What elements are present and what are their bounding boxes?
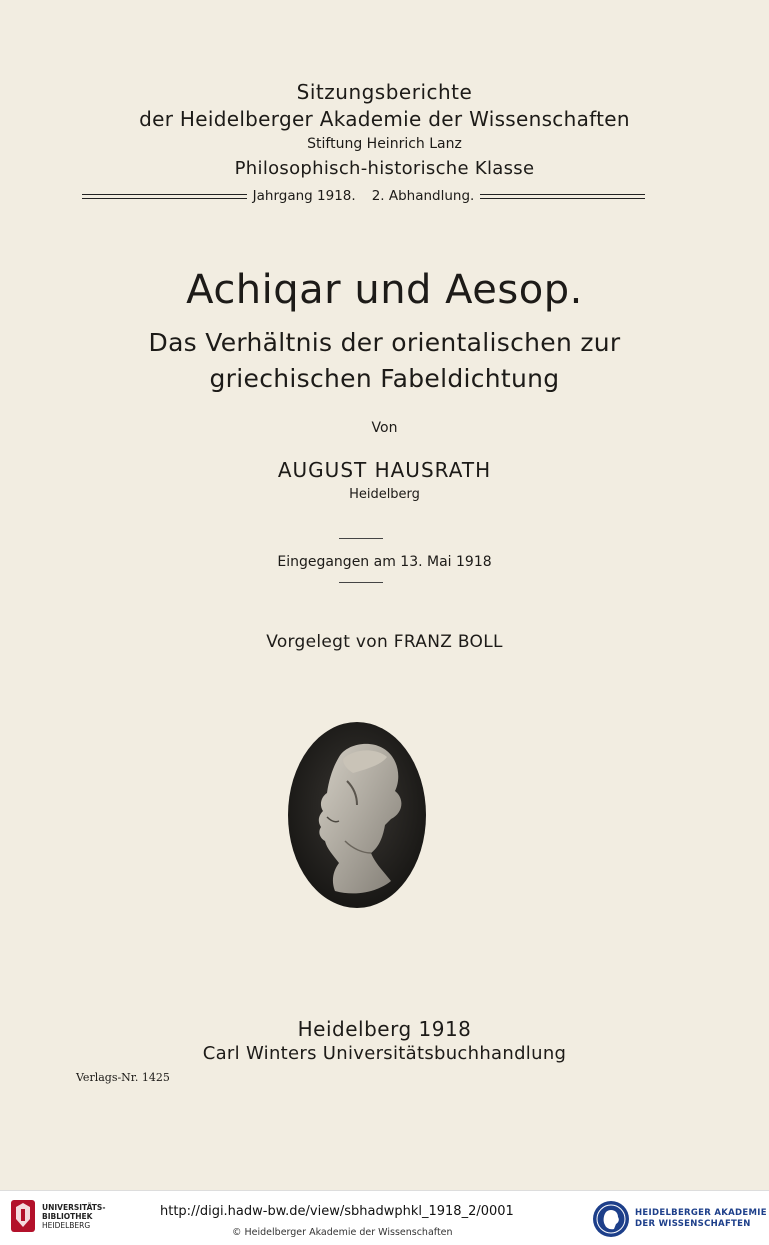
foundation-name: Stiftung Heinrich Lanz [307,136,462,152]
ub-line2: BIBLIOTHEK [42,1211,93,1221]
ub-line1: UNIVERSITÄTS- [42,1202,106,1212]
ub-heidelberg-logo[interactable] [10,1199,105,1233]
series-title: Sitzungsberichte [296,80,473,104]
volume-rule [82,186,645,206]
presented-by: Vorgelegt von FRANZ BOLL [266,632,503,652]
imprint-city-year: Heidelberg 1918 [297,1017,472,1041]
work-subtitle-line2: griechischen Fabeldichtung [209,364,560,393]
author-name: AUGUST HAUSRATH [277,458,492,482]
permalink-url[interactable]: http://digi.hadw-bw.de/view/sbhadwphkl_1918_2/0001 [160,1204,514,1219]
double-rule-right [480,194,645,199]
imprint-publisher: Carl Winters Universitätsbuchhandlung [202,1043,567,1064]
divider-bottom [339,582,383,583]
volume-year: Jahrgang 1918. [252,188,356,204]
hadw-logo[interactable] [592,1200,767,1238]
divider-top [339,538,383,539]
by-label: Von [371,420,398,436]
hadw-line2: DER WISSENSCHAFTEN [635,1219,751,1229]
work-title: Achiqar und Aesop. [186,267,583,313]
copyright-notice: © Heidelberger Akademie der Wissenschaften [232,1227,453,1238]
academy-name: der Heidelberger Akademie der Wissenschaften [139,107,630,131]
verlag-number: Verlags-Nr. 1425 [76,1071,170,1084]
ub-line3: HEIDELBERG [42,1220,91,1230]
viewer-footer [0,1190,769,1245]
double-rule-left [82,194,247,199]
work-subtitle-line1: Das Verhältnis der orientalischen zur [148,328,621,357]
athena-medallion-image [287,721,427,909]
volume-info [247,188,481,204]
hadw-line1: HEIDELBERGER AKADEMIE [635,1208,767,1218]
hadw-seal-icon [592,1200,630,1238]
ub-logo-text [42,1203,105,1230]
hadw-logo-text [635,1208,767,1230]
author-affiliation: Heidelberg [349,487,420,502]
treatise-number: 2. Abhandlung. [371,188,475,204]
ub-seal-icon [10,1199,36,1233]
class-name: Philosophisch-historische Klasse [234,158,535,179]
received-date: Eingegangen am 13. Mai 1918 [277,554,492,570]
